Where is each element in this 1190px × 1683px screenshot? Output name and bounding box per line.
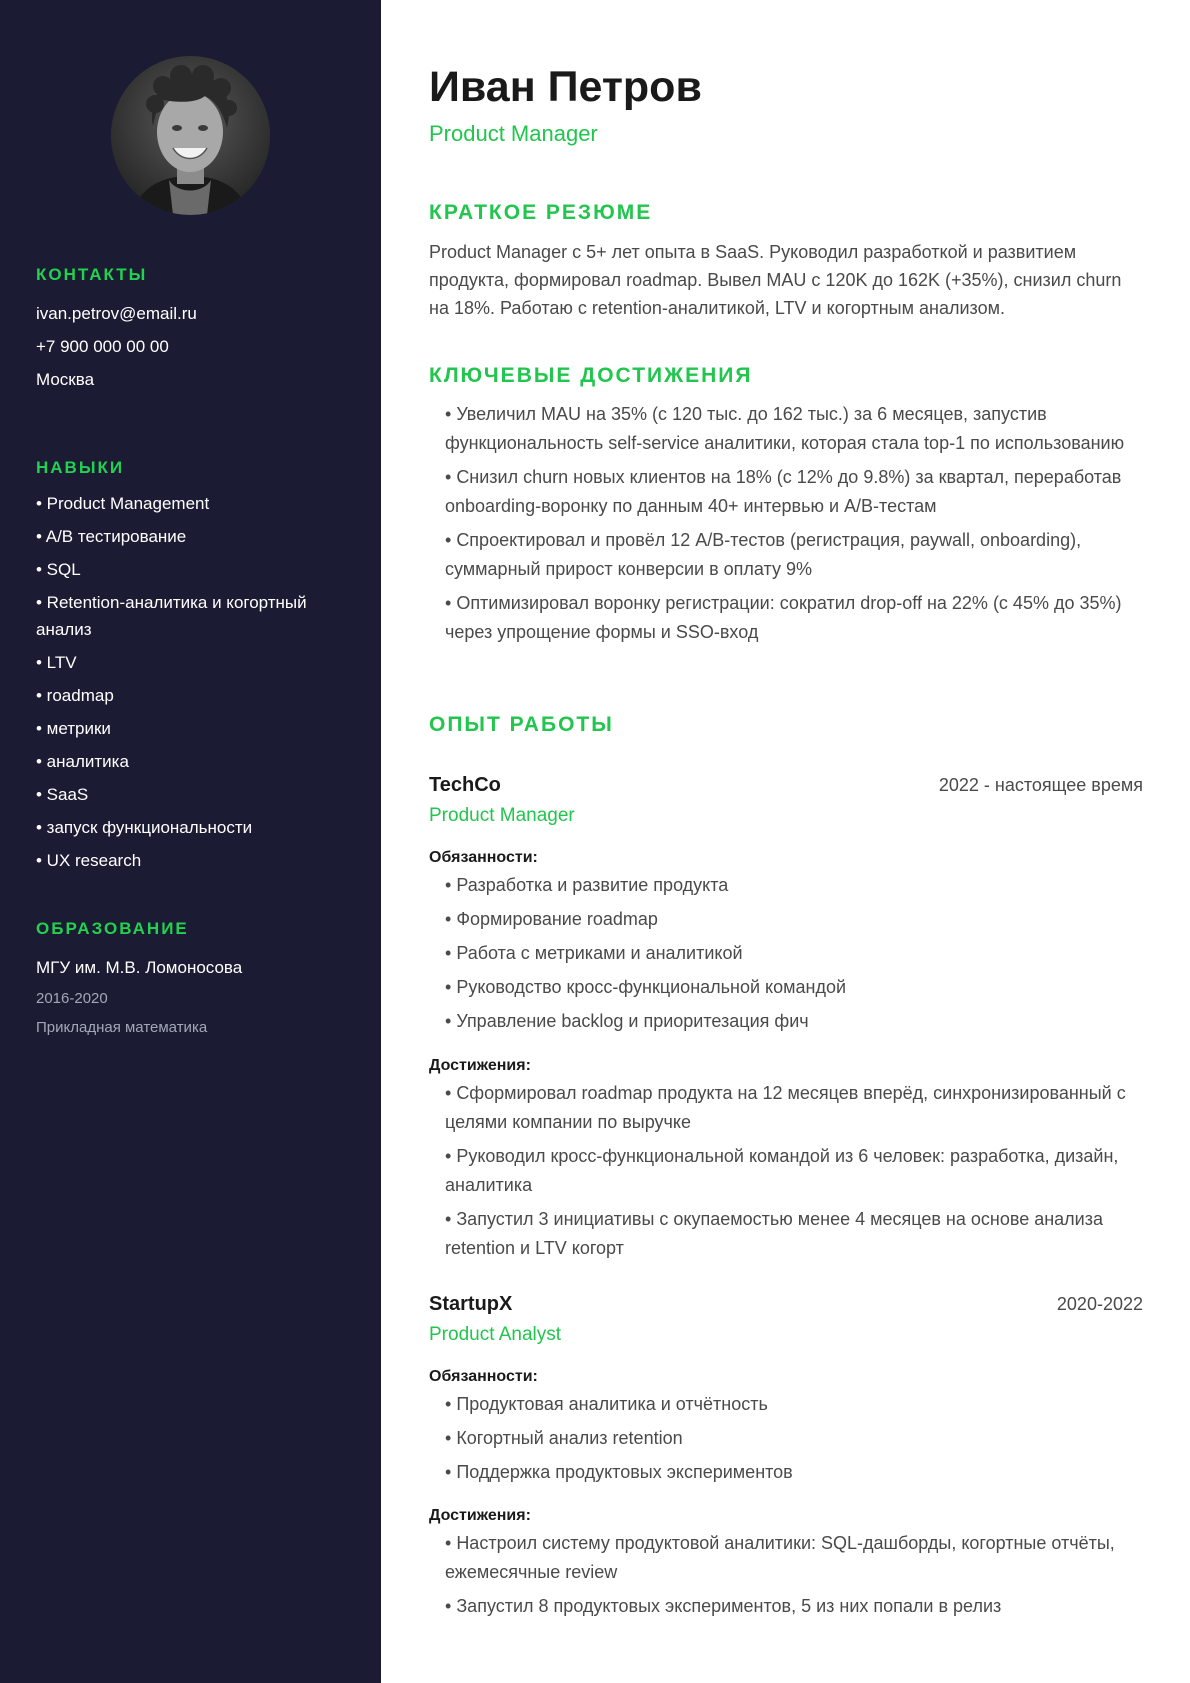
job-dates: 2020-2022: [1056, 1294, 1143, 1314]
contact-phone[interactable]: +7 900 000 00 00: [36, 337, 169, 356]
skills-section: [36, 458, 356, 880]
job-dates: 2022 - настоящее время: [938, 775, 1143, 795]
job-company: StartupX: [429, 1293, 513, 1315]
person-name: Иван Петров: [429, 63, 702, 111]
skill-item: • SQL: [36, 560, 81, 579]
achievements-heading: КЛЮЧЕВЫЕ ДОСТИЖЕНИЯ: [429, 364, 753, 387]
list-item: • Сформировал roadmap продукта на 12 месяцев вперёд, синхронизированный с целями компании по выручке: [445, 1079, 1143, 1137]
education-field: Прикладная математика: [36, 1019, 208, 1036]
job-title: Product Analyst: [429, 1324, 562, 1345]
list-item: • Управление backlog и приоритезация фич: [445, 1007, 1143, 1036]
contacts-heading: КОНТАКТЫ: [36, 265, 148, 284]
job-header: [429, 771, 1143, 799]
skill-item: • UX research: [36, 851, 142, 870]
profile-photo: [111, 56, 270, 215]
list-item: • Руководство кросс-функциональной командой: [445, 973, 1143, 1002]
job-title: Product Manager: [429, 805, 575, 826]
job-achievements-list: [445, 1529, 1143, 1626]
sidebar: [0, 0, 381, 1683]
avatar-portrait-icon: [111, 56, 270, 215]
skill-item: • Retention-аналитика и когортный анализ: [36, 593, 307, 639]
skill-item: • SaaS: [36, 785, 89, 804]
education-years: 2016-2020: [36, 990, 108, 1007]
duties-list: [445, 871, 1143, 1041]
contacts-section: [36, 265, 356, 396]
skills-heading: НАВЫКИ: [36, 458, 125, 477]
job-achievements-label: Достижения:: [429, 1507, 531, 1524]
duties-list: [445, 1390, 1143, 1492]
list-item: • Разработка и развитие продукта: [445, 871, 1143, 900]
job-header: [429, 1290, 1143, 1318]
list-item: • Продуктовая аналитика и отчётность: [445, 1390, 1143, 1419]
duties-label: Обязанности:: [429, 1368, 538, 1385]
experience-heading: ОПЫТ РАБОТЫ: [429, 713, 614, 736]
skill-item: • roadmap: [36, 686, 114, 705]
job-achievements-list: [445, 1079, 1143, 1268]
person-role: Product Manager: [429, 121, 598, 146]
list-item: • Поддержка продуктовых экспериментов: [445, 1458, 1143, 1487]
skill-item: • запуск функциональности: [36, 818, 253, 837]
skill-item: • метрики: [36, 719, 111, 738]
skill-item: • LTV: [36, 653, 77, 672]
education-section: [36, 919, 356, 1042]
duties-label: Обязанности:: [429, 849, 538, 866]
contact-email[interactable]: ivan.petrov@email.ru: [36, 304, 197, 323]
skill-item: • A/B тестирование: [36, 527, 187, 546]
skill-item: • Product Management: [36, 494, 210, 513]
skill-item: • аналитика: [36, 752, 129, 771]
list-item: • Запустил 8 продуктовых экспериментов, 5 из них попали в релиз: [445, 1592, 1143, 1621]
list-item: • Запустил 3 инициативы с окупаемостью менее 4 месяцев на основе анализа retention и LTV когорт: [445, 1205, 1143, 1263]
list-item: • Руководил кросс-функциональной командой из 6 человек: разработка, дизайн, аналитика: [445, 1142, 1143, 1200]
list-item: • Снизил churn новых клиентов на 18% (с 12% до 9.8%) за квартал, переработав onboarding-воронку по данным 40+ интервью и A/B-тестам: [445, 463, 1143, 521]
education-heading: ОБРАЗОВАНИЕ: [36, 919, 189, 938]
job-company: TechCo: [429, 774, 501, 796]
contact-city: Москва: [36, 370, 95, 389]
list-item: • Настроил систему продуктовой аналитики: SQL-дашборды, когортные отчёты, ежемесячные review: [445, 1529, 1143, 1587]
list-item: • Когортный анализ retention: [445, 1424, 1143, 1453]
achievements-list: [445, 400, 1143, 652]
summary-heading: КРАТКОЕ РЕЗЮМЕ: [429, 201, 653, 224]
summary-text: Product Manager с 5+ лет опыта в SaaS. Руководил разработкой и развитием продукта, формировал roadmap. Вывел MAU с 120K до 162K (+35%), снизил churn на 18%. Работаю с retention-аналитикой, LTV и когортным анализом.: [429, 242, 1122, 318]
job-achievements-label: Достижения:: [429, 1057, 531, 1074]
list-item: • Увеличил MAU на 35% (с 120 тыс. до 162 тыс.) за 6 месяцев, запустив функциональность self-service аналитики, которая стала top-1 по использованию: [445, 400, 1143, 458]
list-item: • Спроектировал и провёл 12 A/B-тестов (регистрация, paywall, onboarding), суммарный прирост конверсии в оплату 9%: [445, 526, 1143, 584]
list-item: • Работа с метриками и аналитикой: [445, 939, 1143, 968]
education-school: МГУ им. М.В. Ломоносова: [36, 958, 243, 977]
list-item: • Формирование roadmap: [445, 905, 1143, 934]
list-item: • Оптимизировал воронку регистрации: сократил drop-off на 22% (с 45% до 35%) через упрощение формы и SSO-вход: [445, 589, 1143, 647]
